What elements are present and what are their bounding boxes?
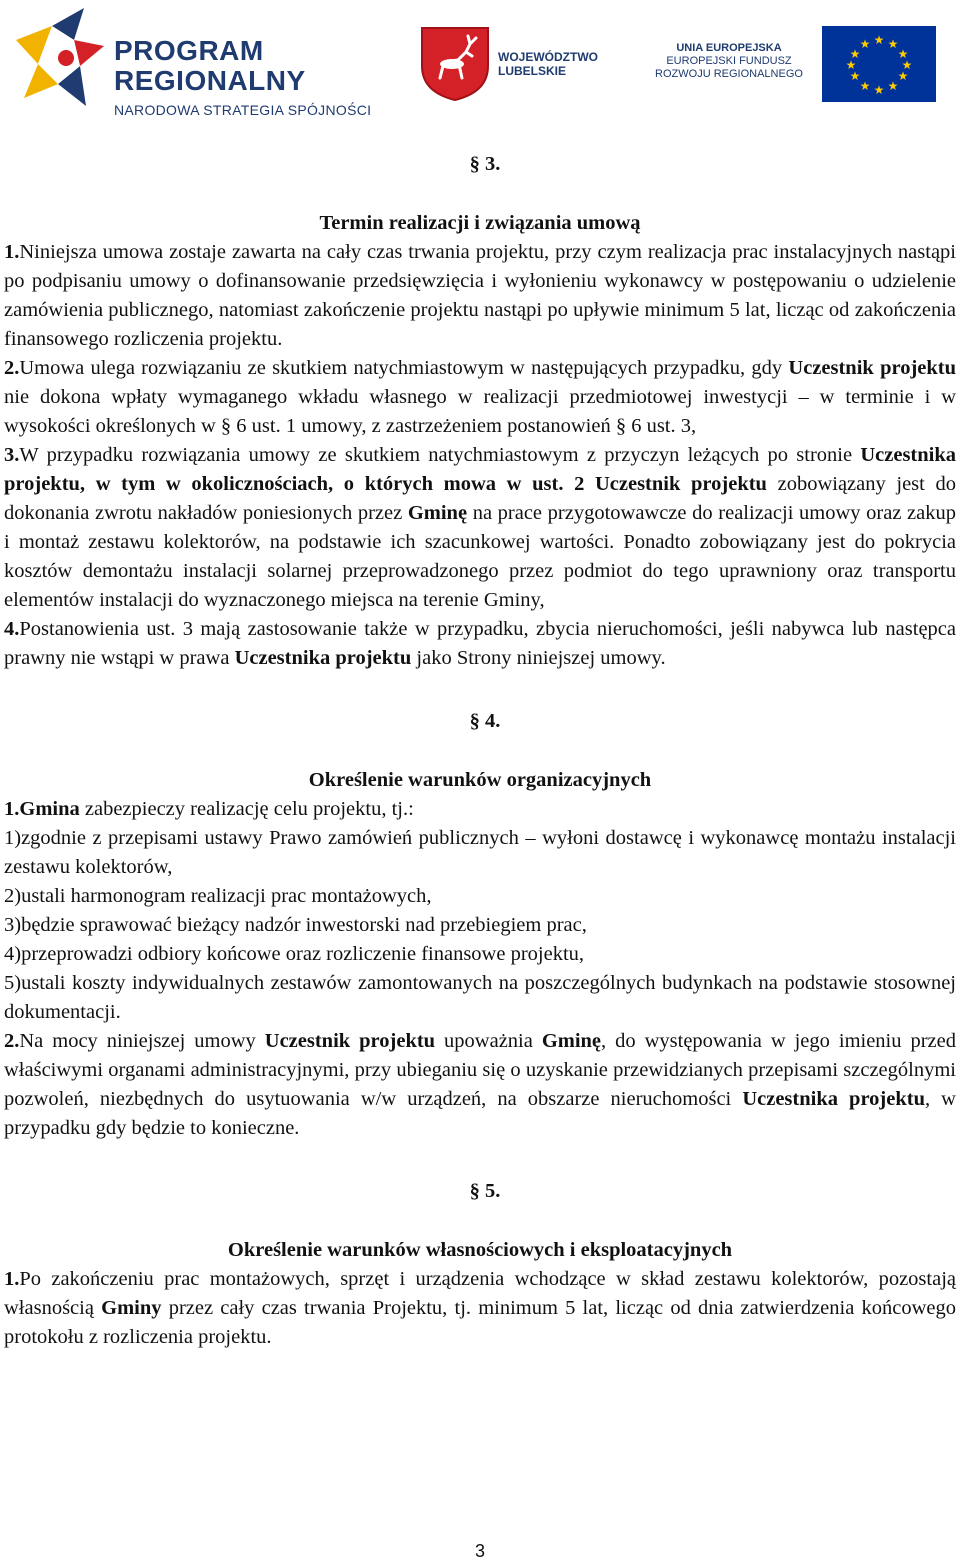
lubelskie-logo bbox=[418, 22, 618, 102]
s3-p4-num: 4. bbox=[4, 618, 20, 640]
svg-text:★: ★ bbox=[897, 69, 909, 83]
eu-line2: EUROPEJSKI FUNDUSZ bbox=[666, 55, 792, 67]
eu-line3: ROZWOJU REGIONALNEGO bbox=[655, 68, 803, 80]
s3-p2-b: Uczestnik projektu bbox=[788, 357, 957, 379]
s4-p2-d: Gminę bbox=[541, 1030, 602, 1052]
s3-p4-a: Postanowienia ust. 3 mają zastosowanie także w przypadku, zbycia nieruchomości, jeśli nabywca lub następca prawny nie wstąpi w prawa bbox=[4, 618, 956, 669]
s4-p1-c: zabezpieczy realizację celu projektu, tj.: bbox=[79, 798, 414, 820]
program-line1: PROGRAM bbox=[114, 35, 264, 66]
s3-p2-c: nie dokona wpłaty wymaganego wkładu własnego w realizacji przedmiotowej inwestycji – w terminie i w wysokości określonych w § 6 ust. 1 umowy, z zastrzeżeniem postanowień § 6 ust. 3, bbox=[4, 386, 956, 437]
section-4-title: Określenie warunków organizacyjnych bbox=[308, 769, 652, 791]
s4-p1-num: 1. bbox=[4, 798, 20, 820]
section-5-title: Określenie warunków własnościowych i eksploatacyjnych bbox=[227, 1239, 733, 1261]
s4-p1-b: Gmina bbox=[19, 798, 80, 820]
s3-paragraph-3 bbox=[4, 441, 956, 615]
s3-p4-b: Uczestnika projektu bbox=[234, 647, 412, 669]
s5-p1-b: Gminy bbox=[101, 1297, 162, 1319]
s4-item-5: 5)ustali koszty indywidualnych zestawów zamontowanych na poszczególnych budynkach na podstawie stosownej dokumentacji. bbox=[4, 972, 956, 1023]
s3-p3-e: na prace przygotowawcze do realizacji umowy oraz zakup i montaż zestawu kolektorów, na podstawie ich szacunkowej wartości. Ponadto zobowiązany jest do pokrycia kosztów demontażu instalacji solarnej przeprowadzonego przez podmiot do tego uprawniony oraz transportu elementów instalacji do wyznaczonego miejsca na terenie Gminy, bbox=[4, 502, 956, 611]
s5-paragraph-1 bbox=[4, 1265, 956, 1352]
s3-p1-text: Niniejsza umowa zostaje zawarta na cały czas trwania projektu, przy czym realizacja prac instalacyjnych nastąpi po podpisaniu umowy o dofinansowanie przedsięwzięcia i wyłonieniu wykonawcy w postępowaniu o udzielenie zamówienia publicznego, natomiast zakończenie projektu nastąpi po upływie minimum 5 lat, licząc od zakończenia finansowego rozliczenia projektu. bbox=[4, 241, 956, 350]
eu-logo bbox=[648, 26, 940, 104]
page-number: 3 bbox=[474, 1541, 485, 1561]
s3-paragraph-4 bbox=[4, 615, 956, 673]
deer-shield-icon bbox=[418, 22, 492, 102]
region-line2: LUBELSKIE bbox=[498, 64, 567, 78]
s4-item-1: 1)zgodnie z przepisami ustawy Prawo zamówień publicznych – wyłoni dostawcę i wykonawcę montażu instalacji zestawu kolektorów, bbox=[4, 827, 956, 878]
eu-text bbox=[648, 42, 810, 81]
s3-p3-num: 3. bbox=[4, 444, 20, 466]
s3-p4-c: jako Strony niniejszej umowy. bbox=[411, 647, 666, 669]
svg-text:★: ★ bbox=[859, 37, 871, 51]
s4-p2-c: upoważnia bbox=[435, 1030, 542, 1052]
s4-paragraph-1 bbox=[4, 795, 956, 824]
section-3-title: Termin realizacji i związania umową bbox=[319, 212, 641, 234]
s4-p2-g: , w przypadku gdy będzie to konieczne. bbox=[4, 1088, 956, 1139]
svg-text:★: ★ bbox=[887, 37, 899, 51]
svg-text:★: ★ bbox=[873, 33, 885, 47]
region-line1: WOJEWÓDZTWO bbox=[498, 50, 598, 64]
svg-text:★: ★ bbox=[849, 69, 861, 83]
svg-text:★: ★ bbox=[897, 47, 909, 61]
program-star-icon bbox=[14, 6, 114, 121]
s4-paragraph-2 bbox=[4, 1027, 956, 1143]
s4-p2-num: 2. bbox=[4, 1030, 20, 1052]
s5-p1-c: przez cały czas trwania Projektu, tj. minimum 5 lat, licząc od dnia zatwierdzenia końcowego protokołu z rozliczenia projektu. bbox=[4, 1297, 956, 1348]
s4-item-2: 2)ustali harmonogram realizacji prac montażowych, bbox=[4, 885, 432, 907]
s3-p2-a: Umowa ulega rozwiązaniu ze skutkiem natychmiastowym w następujących przypadku, gdy bbox=[19, 357, 789, 379]
eu-flag-icon bbox=[822, 26, 936, 102]
s3-p3-a: W przypadku rozwiązania umowy ze skutkiem natychmiastowym z przyczyn leżących po stronie bbox=[19, 444, 861, 466]
svg-text:★: ★ bbox=[849, 47, 861, 61]
page-header bbox=[0, 0, 960, 130]
s5-p1-num: 1. bbox=[4, 1268, 20, 1290]
s4-p2-e: , do występowania w jego imieniu przed właściwymi organami administracyjnymi, przy ubieganiu się o uzyskanie przewidzianych przepisami szczególnymi pozwoleń, niezbędnych do usytuowania w/w urządzeń, na obszarze nieruchomości bbox=[4, 1030, 956, 1110]
s3-p1-num: 1. bbox=[4, 241, 20, 263]
section-5-symbol: § 5. bbox=[469, 1180, 501, 1202]
s5-p1-a: Po zakończeniu prac montażowych, sprzęt i urządzenia wchodzące w skład zestawu kolektorów, pozostają własnością bbox=[4, 1268, 956, 1319]
svg-text:★: ★ bbox=[873, 83, 885, 97]
program-line3: NARODOWA STRATEGIA SPÓJNOŚCI bbox=[114, 102, 372, 118]
s3-p2-num: 2. bbox=[4, 357, 20, 379]
document-body bbox=[4, 150, 956, 1352]
lubelskie-text bbox=[498, 50, 598, 78]
svg-text:★: ★ bbox=[859, 79, 871, 93]
program-text bbox=[114, 36, 371, 120]
s4-item-3: 3)będzie sprawować bieżący nadzór inwestorski nad przebiegiem prac, bbox=[4, 914, 587, 936]
eu-line1: UNIA EUROPEJSKA bbox=[676, 42, 782, 54]
s4-p2-b: Uczestnik projektu bbox=[264, 1030, 436, 1052]
svg-text:★: ★ bbox=[901, 58, 913, 72]
program-line2: REGIONALNY bbox=[114, 65, 306, 96]
s3-p3-d: Gminę bbox=[407, 502, 468, 524]
s3-paragraph-2 bbox=[4, 354, 956, 441]
s4-p2-f: Uczestnika projektu bbox=[742, 1088, 925, 1110]
program-regionalny-logo bbox=[14, 6, 374, 121]
s3-p3-b: Uczestnika projektu, w tym w okolicznościach, o których mowa w ust. 2 Uczestnik projektu bbox=[4, 444, 956, 495]
section-4-symbol: § 4. bbox=[469, 710, 501, 732]
svg-text:★: ★ bbox=[887, 79, 899, 93]
s3-p3-c: zobowiązany jest do dokonania zwrotu nakładów poniesionych przez bbox=[4, 473, 956, 524]
s4-p2-a: Na mocy niniejszej umowy bbox=[19, 1030, 265, 1052]
svg-text:★: ★ bbox=[845, 58, 857, 72]
section-3-symbol: § 3. bbox=[469, 153, 501, 175]
s3-paragraph-1 bbox=[4, 238, 956, 354]
s4-item-4: 4)przeprowadzi odbiory końcowe oraz rozliczenie finansowe projektu, bbox=[4, 943, 585, 965]
